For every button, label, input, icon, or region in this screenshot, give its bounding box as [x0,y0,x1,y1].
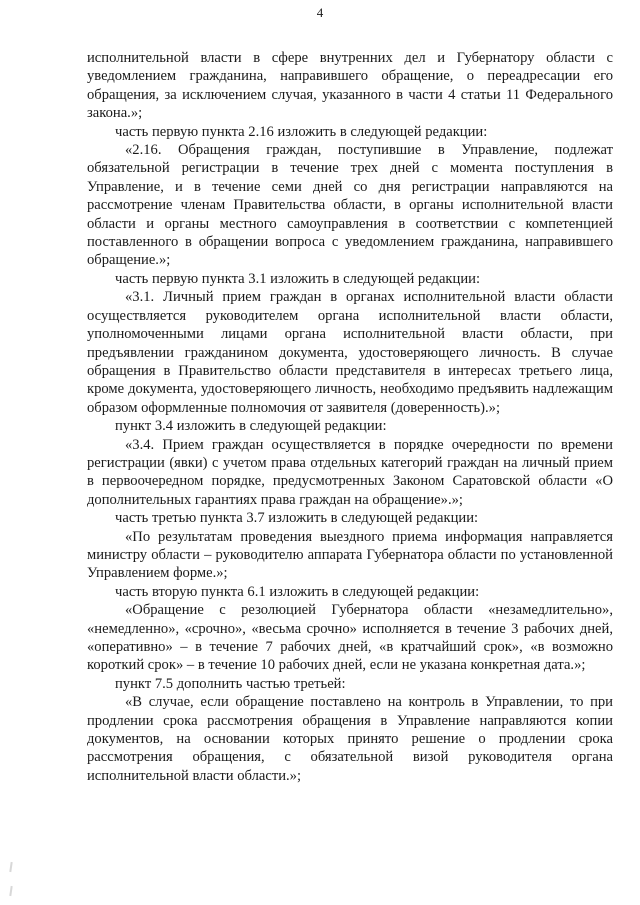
quoted-paragraph: «По результатам проведения выездного приема информация направляется министру области – руководителю аппарата Губернатора области по установленной Управлением форме.»; [87,528,613,582]
quoted-paragraph: «В случае, если обращение поставлено на контроль в Управлении, то при продлении срока рассмотрения обращения в Управление направляются копии документов, на основании которых принято решение о продлении срока рассмотрения обращения, с обязательной визой руководителя органа исполнительной власти области.»; [87,694,613,784]
document-body [87,49,613,785]
quoted-paragraph: «3.4. Прием граждан осуществляется в порядке очередности по времени регистрации (явки) с учетом права отдельных категорий граждан на личный прием в первоочередном порядке, предусмотренных Законом Саратовской области «О дополнительных гарантиях права граждан на обращение».»; [87,436,613,508]
quoted-paragraph: «Обращение с резолюцией Губернатора области «незамедлительно», «немедленно», «срочно», «весьма срочно» исполняется в течение 3 рабочих дней, «оперативно» – в течение 7 рабочих дней, «в кратчайший срок», «в возможно короткий срок» – в течение 10 рабочих дней, если не указана конкретная дата.»; [87,602,613,674]
instruction-paragraph: часть первую пункта 3.1 изложить в следующей редакции: [115,270,480,287]
paragraph-continuation: исполнительной власти в сфере внутренних дел и Губернатору области с уведомлением гражданина, направившего обращение, о переадресации его обращения, за исключением случая, указанного в части 4 статьи 11 Федерального закона.»; [87,50,613,122]
page-number: 4 [316,5,324,20]
quoted-paragraph: «2.16. Обращения граждан, поступившие в Управление, подлежат обязательной регистрации в течение трех дней с момента поступления в Управление, и в течение семи дней со дня регистрации направляются на рассмотрение членам Правительства области, в органы исполнительной власти области и органы местного самоуправления в соответствии с компетенцией поставленного в обращении вопроса с уведомлением гражданина, направившего обращение.»; [87,142,613,269]
quoted-paragraph: «3.1. Личный прием граждан в органах исполнительной власти области осуществляется руководителем органа исполнительной власти области, уполномоченными лицами органа исполнительной власти области, при предъявлении гражданином документа, удостоверяющего личность. В случае обращения в Правительство области представителя в интересах третьего лица, кроме документа, удостоверяющего личность, необходимо предъявить надлежащим образом оформленные полномочия от заявителя (доверенность).»; [87,289,613,416]
instruction-paragraph: пункт 3.4 изложить в следующей редакции: [115,418,387,435]
instruction-paragraph: часть третью пункта 3.7 изложить в следующей редакции: [115,510,479,527]
instruction-paragraph: часть первую пункта 2.16 изложить в следующей редакции: [115,123,488,140]
scan-artifact [9,862,12,872]
instruction-paragraph: часть вторую пункта 6.1 изложить в следующей редакции: [115,583,480,600]
scan-artifact [9,886,12,896]
instruction-paragraph: пункт 7.5 дополнить частью третьей: [115,675,346,692]
